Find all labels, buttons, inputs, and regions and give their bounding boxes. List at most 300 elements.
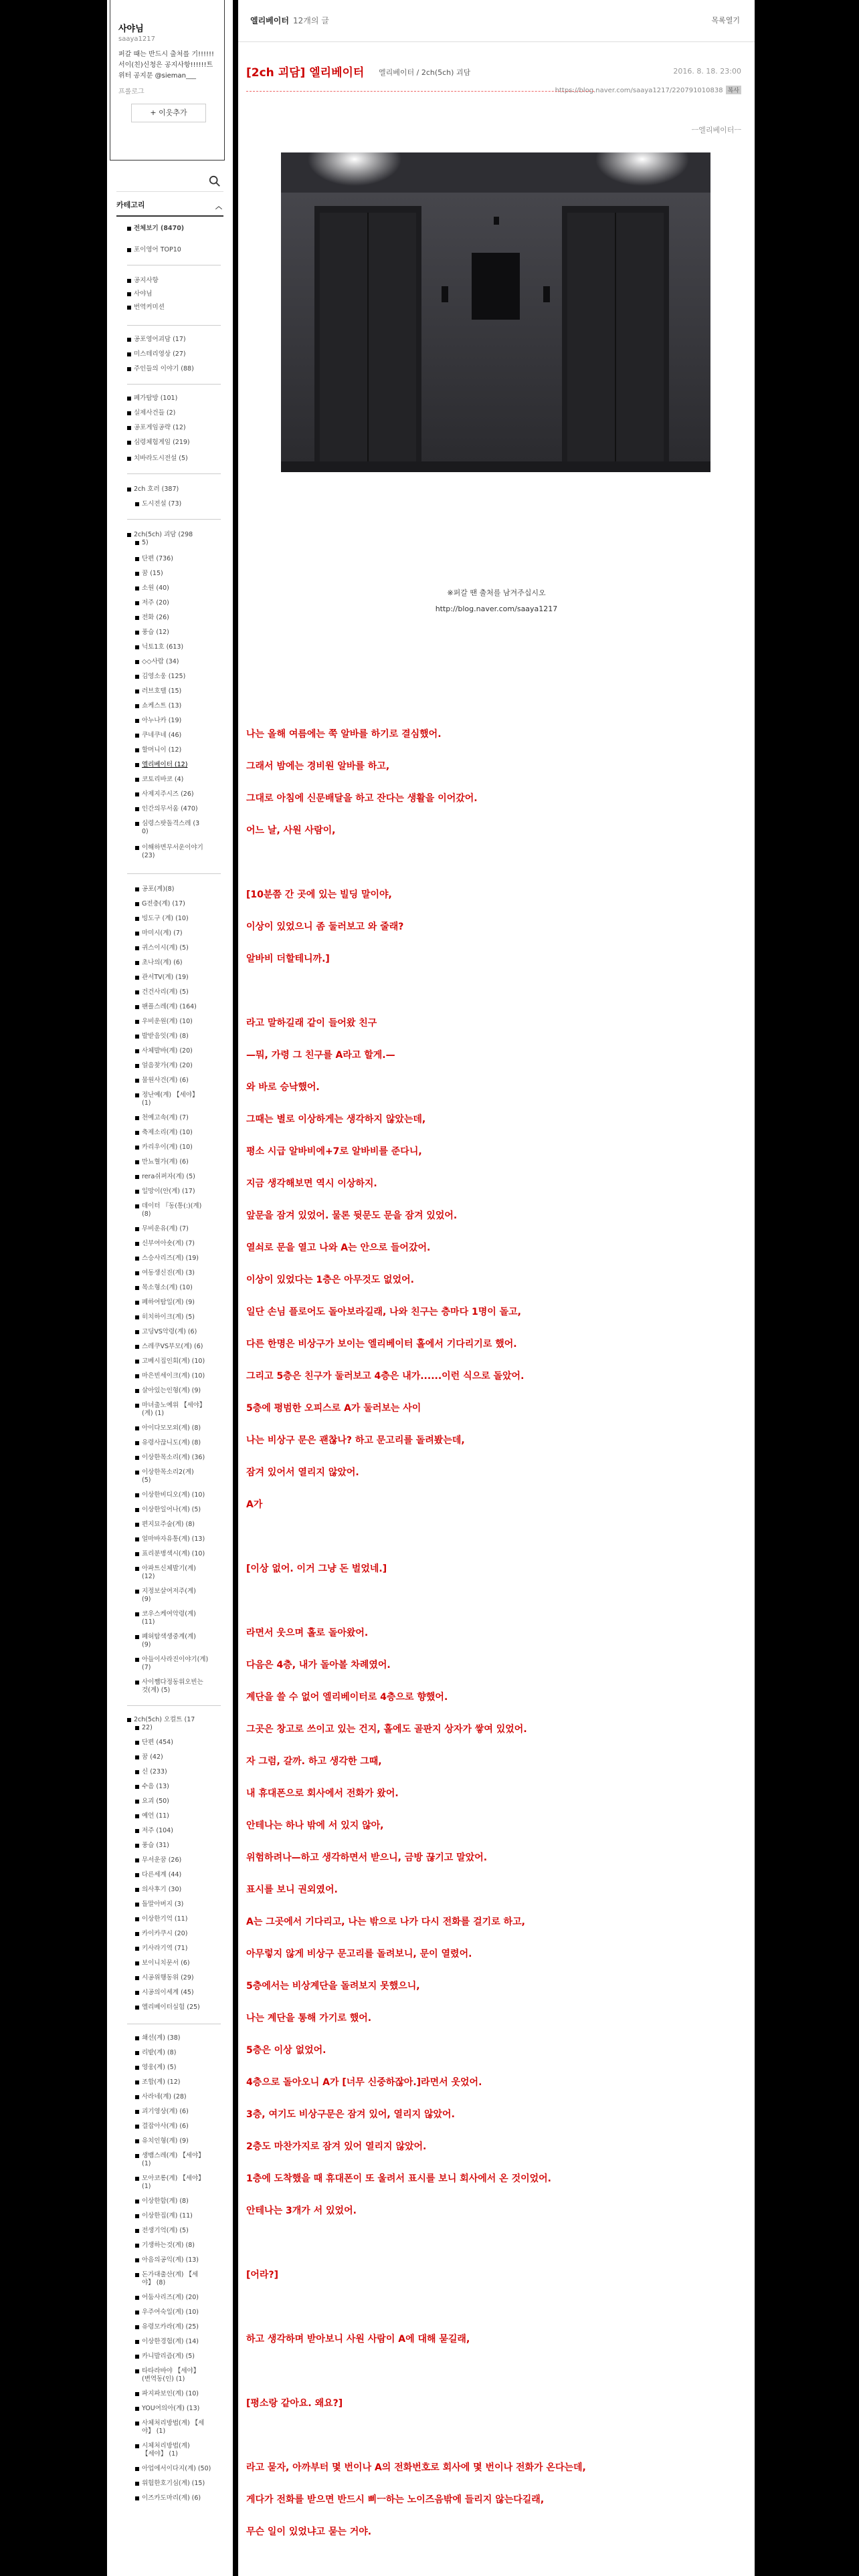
sidebar-category-label: 요괴 (50)	[142, 1798, 169, 1805]
sidebar-category-item[interactable]	[135, 1062, 193, 1070]
bullet-icon	[135, 1991, 139, 1995]
sidebar-category-label: 여동생신진(계) (3)	[142, 1269, 195, 1277]
sidebar-category-item[interactable]	[135, 930, 183, 938]
sidebar-category-item[interactable]	[135, 974, 189, 982]
sidebar-category-item[interactable]	[135, 2152, 205, 2160]
sidebar-category-item[interactable]	[135, 1871, 181, 1879]
sidebar-category-label: 조합(계) (12)	[142, 2078, 181, 2086]
sidebar-category-item[interactable]	[127, 365, 194, 373]
bullet-icon	[135, 1785, 139, 1789]
sidebar-category-item[interactable]	[135, 1158, 189, 1166]
sidebar-category-item[interactable]	[135, 1033, 189, 1041]
post-paragraph: 지금 생각해보면 역시 이상하지.	[246, 1178, 377, 1189]
search-row[interactable]	[116, 171, 223, 192]
sidebar-category-item[interactable]	[135, 1783, 169, 1791]
sidebar-category-label: 유령모카라(계) (25)	[142, 2323, 199, 2331]
sidebar-category-item[interactable]	[127, 455, 188, 463]
sidebar-category-item[interactable]	[135, 1372, 205, 1380]
bullet-icon	[135, 2422, 139, 2426]
sidebar-category-label: 단편 (454)	[142, 1739, 173, 1746]
open-list-button[interactable]: 목록열기	[711, 16, 740, 25]
bullet-icon	[135, 2080, 139, 2084]
sidebar-category-item[interactable]	[135, 1255, 199, 1263]
sidebar-category-item[interactable]	[135, 1886, 181, 1894]
sidebar-category-item[interactable]	[135, 2367, 199, 2375]
sidebar-category-label: (23)	[142, 852, 155, 859]
sidebar-category-item[interactable]	[135, 2078, 180, 2086]
sidebar-category-item[interactable]	[135, 1856, 181, 1864]
add-neighbor-button[interactable]: + 이웃추가	[131, 104, 206, 122]
sidebar-category-label: 전생기억(계) (5)	[142, 2227, 189, 2234]
sidebar-category-item[interactable]	[127, 531, 193, 539]
sidebar-category-item[interactable]	[135, 1798, 169, 1806]
sidebar-category-item[interactable]	[135, 1930, 187, 1938]
post-paragraph: 1층에 도착했을 때 휴대폰이 또 울려서 표시를 보니 회사에서 온 것이었어.	[246, 2173, 551, 2184]
sidebar-category-item[interactable]	[135, 944, 189, 952]
sidebar-category-label: 도시전설 (73)	[142, 500, 182, 508]
sidebar-category-label: 저주 (20)	[142, 599, 169, 607]
sidebar-category-item[interactable]	[135, 2212, 193, 2220]
sidebar-category-item[interactable]	[135, 2442, 190, 2450]
sidebar-category-label: 카이카쿠시 (20)	[142, 1930, 188, 1937]
sidebar-category-item[interactable]	[127, 395, 177, 403]
sidebar-category-label: 실제사건들 (2)	[134, 409, 176, 417]
sidebar-category-item[interactable]	[142, 2160, 151, 2168]
sidebar-category-item[interactable]	[135, 539, 149, 547]
sidebar-category-item[interactable]	[127, 439, 190, 447]
sidebar-category-label: G전충(계) (17)	[142, 900, 185, 907]
sidebar-category-item[interactable]	[135, 1343, 203, 1351]
sidebar-category-label: 이해하면무서운이야기	[142, 844, 203, 851]
sidebar-category-item[interactable]	[135, 1469, 194, 1477]
sidebar-category-item[interactable]	[135, 1114, 189, 1122]
bullet-icon	[135, 2496, 139, 2500]
sidebar-category-item[interactable]	[135, 1827, 173, 1835]
sidebar-category-item[interactable]	[135, 687, 181, 695]
sidebar-category-item[interactable]	[142, 1641, 151, 1649]
sidebar-category-item[interactable]	[127, 290, 153, 298]
search-icon[interactable]	[209, 175, 221, 187]
bullet-icon	[135, 1064, 139, 1068]
sidebar-category-label: 정난예(계) 【세야】	[142, 1091, 199, 1099]
sidebar-category-item[interactable]	[135, 1656, 208, 1664]
post-paragraph: 그곳은 창고로 쓰이고 있는 건지, 홀에도 골판지 상자가 쌓여 있었어.	[246, 1724, 527, 1735]
sidebar-category-label: 타타라바야 【세야】	[142, 2367, 200, 2375]
bullet-icon	[127, 1718, 131, 1722]
bullet-icon	[127, 367, 131, 371]
sidebar-category-item[interactable]	[127, 350, 186, 358]
sidebar-category-item[interactable]	[135, 2353, 195, 2361]
bullet-icon	[135, 1755, 139, 1759]
sidebar-category-item[interactable]	[135, 2004, 200, 2012]
sidebar-category-item[interactable]	[135, 1812, 169, 1820]
bullet-icon	[135, 1947, 139, 1951]
sidebar-category-label: 꿈 (42)	[142, 1753, 163, 1761]
profile-nickname[interactable]: 사야님	[118, 24, 144, 34]
bullet-icon	[135, 1873, 139, 1877]
sidebar-category-item[interactable]	[135, 1633, 196, 1641]
sidebar-category-item[interactable]	[135, 673, 185, 681]
post-paragraph: 앞문을 잠겨 있었어. 물론 뒷문도 문을 잠겨 있었어.	[246, 1210, 458, 1221]
sidebar-category-item[interactable]	[135, 1565, 196, 1573]
copy-url-button[interactable]: 복사	[726, 86, 741, 94]
sidebar-category-label: 귀스이시(계) (5)	[142, 944, 189, 952]
sidebar-category-item[interactable]	[135, 732, 181, 740]
sidebar-category-item[interactable]	[135, 614, 169, 622]
sidebar-category-item[interactable]	[135, 776, 183, 784]
sidebar-category-item[interactable]	[127, 277, 159, 285]
bullet-icon	[135, 1301, 139, 1305]
bullet-icon	[127, 292, 131, 296]
sidebar-category-item[interactable]	[135, 1129, 193, 1137]
caption-blog-url[interactable]: http://blog.naver.com/saaya1217	[435, 605, 558, 613]
sidebar-category-item[interactable]	[142, 2375, 185, 2383]
sidebar-category-label: 사체발바(계) (20)	[142, 1047, 193, 1055]
sidebar-category-label: 할머니이 (12)	[142, 746, 182, 754]
sidebar-category-item[interactable]	[135, 2294, 199, 2302]
post-paragraph: 다음은 4층, 내가 돌아볼 차례였어.	[246, 1660, 391, 1671]
bullet-icon	[135, 2444, 139, 2448]
sidebar-category-item[interactable]	[135, 1328, 197, 1336]
sidebar-category-item[interactable]	[135, 959, 183, 967]
bullet-icon	[135, 675, 139, 679]
sidebar-category-item[interactable]	[135, 2465, 211, 2473]
sidebar-category-item[interactable]	[127, 336, 186, 344]
sidebar-category-item[interactable]	[135, 1173, 195, 1181]
sidebar-category-item[interactable]	[135, 1989, 194, 1997]
sidebar-category-label: 사제지주시즈 (26)	[142, 790, 194, 798]
post-paragraph: 무슨 일이 있었냐고 묻는 거야.	[246, 2527, 372, 2537]
sidebar-category-item[interactable]	[127, 225, 184, 233]
bullet-icon	[135, 2258, 139, 2262]
bullet-icon	[135, 2325, 139, 2329]
sidebar-category-item[interactable]	[135, 1188, 195, 1196]
sidebar-category-label: 사라네(계) (28)	[142, 2093, 187, 2101]
sidebar-category-item[interactable]	[127, 424, 186, 432]
post-date: 2016. 8. 18. 23:00	[673, 67, 741, 76]
sidebar-category-item[interactable]	[135, 1358, 205, 1366]
sidebar-category-label: 5)	[142, 539, 149, 546]
sidebar-category-item[interactable]	[142, 1210, 151, 1218]
sidebar-category-label: 기생하는것(계) (8)	[142, 2242, 195, 2249]
sidebar-category-item[interactable]	[135, 2390, 199, 2398]
sidebar-category-item[interactable]	[135, 885, 174, 893]
sidebar-category-item[interactable]	[135, 2256, 199, 2264]
profile-card	[110, 0, 225, 160]
bullet-icon	[135, 1917, 139, 1921]
post-paragraph: 3층, 여기도 비상구문은 잠겨 있어, 열리지 않았어.	[246, 2109, 455, 2120]
post-paragraph: [이상 없어. 이거 그냥 돈 벌었네.]	[246, 1564, 387, 1574]
sidebar-category-item[interactable]	[135, 2137, 189, 2145]
post-paragraph: 잠겨 있어서 열리지 않았어.	[246, 1467, 359, 1478]
sidebar-category-item[interactable]	[135, 2494, 201, 2502]
bullet-icon	[135, 887, 139, 891]
profile-user-id: saaya1217	[118, 35, 155, 43]
sidebar-category-item[interactable]	[142, 2428, 165, 2436]
post-paragraph: 이상이 있었다는 1층은 아무것도 없었어.	[246, 1275, 414, 1285]
sidebar-category-label: (1)	[142, 2160, 151, 2167]
bullet-icon	[135, 1116, 139, 1120]
sidebar-category-item[interactable]	[135, 1959, 190, 1967]
post-paragraph: 평소 시급 알바비에+7로 알바비를 준다니,	[246, 1146, 422, 1157]
sidebar-category-item[interactable]	[135, 500, 181, 508]
sidebar-category-item[interactable]	[135, 1901, 183, 1909]
sidebar-category-item[interactable]	[135, 1974, 194, 1982]
sidebar-category-label: 얼음찾가(계) (20)	[142, 1062, 193, 1069]
sidebar-category-item[interactable]	[127, 246, 181, 254]
sidebar-category-item[interactable]	[135, 1269, 195, 1277]
sidebar-category-item[interactable]	[135, 2405, 199, 2413]
sidebar-category-item[interactable]	[135, 1842, 169, 1850]
bullet-icon	[135, 1508, 139, 1512]
sidebar-category-item[interactable]	[135, 555, 173, 563]
sidebar-category-label: 시공위행동위 (29)	[142, 1974, 194, 1981]
sidebar-category-item[interactable]	[135, 2271, 198, 2279]
sidebar-category-item[interactable]	[135, 1402, 205, 1410]
sidebar-category-item[interactable]	[142, 2450, 178, 2458]
sidebar-category-label: 닉토1호 (613)	[142, 643, 184, 651]
sidebar-category-item[interactable]	[135, 915, 189, 923]
sidebar-category-item[interactable]	[135, 2338, 199, 2346]
sidebar-category-item[interactable]	[135, 2480, 205, 2488]
sidebar-category-label: 아업에서이다지(계) (50)	[142, 2465, 211, 2472]
sidebar-category-label: 신부여아숏(계) (7)	[142, 1240, 195, 1247]
sidebar-category-item[interactable]	[142, 1477, 151, 1485]
sidebar-category-item[interactable]	[135, 1535, 205, 1543]
list-title-text: 엘리베이터	[250, 16, 289, 25]
sidebar-category-item[interactable]	[135, 1610, 196, 1618]
sidebar-category-item[interactable]	[135, 2049, 176, 2057]
sidebar-category-item[interactable]	[135, 2227, 189, 2235]
sidebar-category-item[interactable]	[135, 702, 181, 710]
category-header[interactable]	[116, 199, 223, 217]
post-category[interactable]: 엘리베이터 / 2ch(5ch) 괴담	[379, 68, 471, 77]
sidebar-category-item[interactable]	[142, 2279, 165, 2287]
sidebar-category-item[interactable]	[135, 1240, 195, 1248]
sidebar-category-item[interactable]	[135, 2093, 187, 2101]
sidebar-category-item[interactable]	[135, 2123, 189, 2131]
sidebar-category-item[interactable]	[135, 1915, 187, 1923]
sidebar-category-item[interactable]	[135, 1454, 205, 1462]
sidebar-category-label: 쿠네쿠네 (46)	[142, 732, 182, 739]
sidebar-category-item[interactable]	[135, 1003, 197, 1011]
sidebar-category-item[interactable]	[135, 2420, 204, 2428]
sidebar-category-label: 물원사건(계) (6)	[142, 1077, 189, 1084]
sidebar-category-label: 2ch 호러 (387)	[134, 486, 179, 493]
sidebar-category-label: 천예고속(계) (7)	[142, 1114, 189, 1121]
bullet-icon	[135, 1360, 139, 1364]
sidebar-category-item[interactable]	[135, 1945, 187, 1953]
bullet-icon	[135, 2273, 139, 2277]
post-paragraph: 계단을 쓸 수 없어 엘리베이터로 4층으로 향했어.	[246, 1692, 448, 1703]
sidebar-category-item[interactable]	[142, 1687, 170, 1695]
sidebar-category-item[interactable]	[135, 761, 187, 769]
bullet-icon	[135, 631, 139, 635]
sidebar-category-item[interactable]	[142, 1596, 151, 1604]
sidebar-category-label: 전화 (26)	[142, 614, 169, 621]
sidebar-category-item[interactable]	[142, 1573, 155, 1581]
sidebar-category-label: 폐가탐방 (101)	[134, 395, 178, 402]
sidebar-category-item[interactable]	[135, 2197, 189, 2206]
sidebar-category-item[interactable]	[142, 828, 149, 836]
bullet-icon	[135, 1190, 139, 1194]
sidebar-category-item[interactable]	[135, 2323, 199, 2331]
bullet-icon	[135, 1271, 139, 1275]
sidebar-category-item[interactable]	[127, 486, 179, 494]
chevron-up-icon[interactable]: ︿	[215, 203, 222, 211]
sidebar-category-item[interactable]	[135, 2064, 176, 2072]
sidebar-category-item[interactable]	[135, 900, 185, 908]
post-paragraph: 일단 손님 플로어도 돌아보라길래, 나와 친구는 층마다 1명이 돌고,	[246, 1307, 521, 1317]
sidebar-category-label: 관서TV(계) (19)	[142, 974, 189, 981]
sidebar-category-label: 신 (233)	[142, 1768, 167, 1776]
sidebar-category-item[interactable]	[142, 2183, 151, 2191]
sidebar-category-label: 러브호텔 (15)	[142, 687, 182, 695]
bullet-icon	[135, 946, 139, 950]
sidebar-category-label: 아이다모모외(계) (8)	[142, 1424, 201, 1432]
sidebar-category-item[interactable]	[135, 1724, 153, 1732]
bullet-icon	[135, 1567, 139, 1571]
bullet-icon	[135, 1146, 139, 1150]
post-paragraph: A는 그곳에서 기다리고, 나는 밖으로 나가 다시 전화를 걸기로 하고,	[246, 1917, 525, 1927]
bullet-icon	[135, 1770, 139, 1774]
bullet-icon	[135, 2006, 139, 2010]
sidebar-category-item[interactable]	[135, 1299, 195, 1307]
sidebar-category-item[interactable]	[135, 1506, 201, 1514]
post-paragraph: 그리고 5층은 친구가 둘러보고 4층은 내가......이런 식으로 돌았어.	[246, 1371, 524, 1382]
sidebar-category-item[interactable]	[142, 1618, 155, 1626]
category-divider	[127, 384, 221, 385]
sidebar-category-item[interactable]	[135, 2175, 205, 2183]
sidebar-category-item[interactable]	[135, 790, 194, 798]
sidebar-category-item[interactable]	[135, 2242, 195, 2250]
sidebar-category-item[interactable]	[135, 1018, 193, 1026]
main-content	[238, 0, 755, 2576]
sidebar-category-item[interactable]	[135, 1588, 196, 1596]
post-paragraph: 5층은 이상 없었어.	[246, 2045, 326, 2056]
sidebar-category-item[interactable]	[135, 1550, 205, 1558]
sidebar-category-label: 쇄선(계) (38)	[142, 2034, 181, 2042]
sidebar-category-item[interactable]	[135, 1091, 199, 1099]
post-paragraph: 이상이 있었으니 좀 둘러보고 와 줄래?	[246, 922, 404, 932]
sidebar-category-item[interactable]	[135, 988, 189, 996]
sidebar-category-item[interactable]	[142, 852, 155, 860]
sidebar-category-item[interactable]	[135, 844, 203, 852]
sidebar-category-item[interactable]	[135, 1679, 203, 1687]
sidebar-category-item[interactable]	[135, 570, 163, 578]
sidebar-category-item[interactable]	[135, 1047, 193, 1055]
category-divider	[127, 473, 221, 474]
bullet-icon	[135, 932, 139, 936]
sidebar-category-item[interactable]	[135, 599, 169, 607]
bullet-icon	[135, 2095, 139, 2099]
bullet-icon	[127, 352, 131, 356]
bullet-icon	[135, 1590, 139, 1594]
bullet-icon	[135, 1020, 139, 1024]
bullet-icon	[135, 2229, 139, 2233]
bullet-icon	[135, 1389, 139, 1393]
bullet-icon	[135, 586, 139, 591]
sidebar-category-label: 꿈 (15)	[142, 570, 163, 577]
sidebar-category-item[interactable]	[142, 1664, 151, 1672]
post-paragraph: 알바비 더할테니까.]	[246, 954, 330, 964]
sidebar-category-item[interactable]	[135, 1284, 193, 1292]
sidebar-category-item[interactable]	[135, 1225, 189, 1233]
sidebar-category-item[interactable]	[142, 1099, 151, 1107]
sidebar-category-item[interactable]	[135, 629, 169, 637]
sidebar-category-item[interactable]	[135, 1439, 201, 1447]
bullet-icon	[135, 1635, 139, 1639]
sidebar-category-item[interactable]	[135, 805, 198, 813]
sidebar-category-item[interactable]	[135, 746, 181, 754]
bullet-icon	[135, 763, 139, 767]
post-paragraph: 위험하려나—하고 생각하면서 받으니, 금방 끊기고 말았어.	[246, 1852, 488, 1863]
sidebar-category-label: 풍습 (12)	[142, 629, 169, 636]
sidebar-category-item[interactable]	[135, 1768, 167, 1776]
sidebar-category-item[interactable]	[135, 643, 183, 651]
bullet-icon	[135, 2244, 139, 2248]
bullet-icon	[135, 990, 139, 994]
sidebar-category-item[interactable]	[135, 1144, 193, 1152]
sidebar-category-item[interactable]	[135, 1387, 201, 1395]
bullet-icon	[127, 441, 131, 445]
sidebar-category-label: 스승사리즈(계) (19)	[142, 1255, 199, 1262]
sidebar-category-item[interactable]	[135, 1491, 205, 1499]
sidebar-category-label: 초나의(계) (6)	[142, 959, 183, 966]
sidebar-category-item[interactable]	[127, 1716, 195, 1724]
sidebar-category-item[interactable]	[135, 2034, 180, 2042]
sidebar-category-label: 사체처리방법(계) 【세	[142, 2420, 205, 2427]
sidebar-category-label: 히치하이크(계) (5)	[142, 1313, 195, 1321]
sidebar-category-item[interactable]	[135, 1424, 201, 1432]
bullet-icon	[135, 2467, 139, 2471]
sidebar-category-label: 어둠사리즈(계) (20)	[142, 2294, 199, 2301]
sidebar-category-label: 야】 (1)	[142, 2428, 166, 2435]
sidebar-category-item[interactable]	[135, 717, 181, 725]
sidebar-category-item[interactable]	[135, 1739, 173, 1747]
bullet-icon	[135, 1093, 139, 1097]
sidebar-category-item[interactable]	[135, 584, 169, 593]
sidebar-category-item[interactable]	[135, 1521, 195, 1529]
post-paragraph: 게다가 전화를 받으면 반드시 삐ㅡ하는 노이즈음밖에 들리지 않는다길래,	[246, 2494, 545, 2505]
sidebar-category-label: 파지파보인(계) (10)	[142, 2390, 199, 2397]
sidebar-category-item[interactable]	[142, 1410, 164, 1418]
sidebar-category-item[interactable]	[135, 1753, 163, 1761]
post-url-text[interactable]: https://blog.naver.com/saaya1217/220791010838	[555, 87, 723, 94]
category-divider	[127, 873, 221, 874]
sidebar-category-item[interactable]	[135, 1202, 201, 1210]
sidebar-category-item[interactable]	[127, 409, 175, 417]
sidebar-category-label: 결잡아사(계) (6)	[142, 2123, 189, 2130]
post-paragraph: 라면서 웃으며 홀로 돌아왔어.	[246, 1628, 369, 1638]
post-title[interactable]: [2ch 괴담] 엘리베이터	[246, 66, 365, 80]
sidebar-category-item[interactable]	[135, 2309, 199, 2317]
sidebar-category-label: 보이니치문서 (6)	[142, 1959, 190, 1967]
sidebar-category-item[interactable]	[135, 658, 179, 666]
sidebar-category-item[interactable]	[135, 1077, 189, 1085]
sidebar-category-item[interactable]	[135, 1313, 195, 1321]
prologue-link[interactable]: 프롤로그	[118, 88, 145, 96]
sidebar-category-label: 표리분병색시(계) (10)	[142, 1550, 205, 1558]
sidebar-category-label: 번역커미션	[134, 304, 165, 311]
sidebar-category-label: (8)	[142, 1210, 151, 1218]
post-paragraph: 그때는 별로 이상하게는 생각하지 않았는데,	[246, 1114, 426, 1125]
sidebar-category-item[interactable]	[127, 304, 165, 312]
sidebar-category-item[interactable]	[135, 820, 199, 828]
sidebar-category-item[interactable]	[135, 2108, 189, 2116]
bullet-icon	[135, 572, 139, 576]
bullet-icon	[135, 2214, 139, 2218]
